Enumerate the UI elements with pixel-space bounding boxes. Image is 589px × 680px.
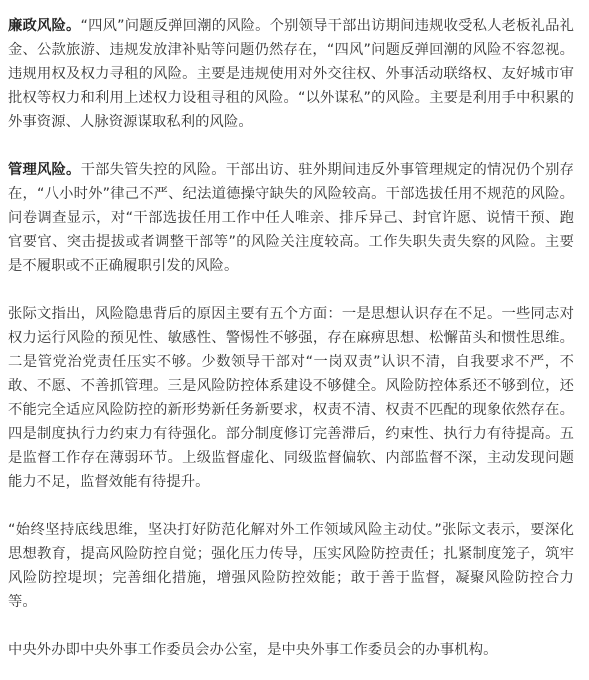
paragraph-text: “始终坚持底线思维，坚决打好防范化解对外工作领域风险主动仗。”张际文表示，要深化思想教育，提高风险防控自觉；强化压力传导，压实风险防控责任；扎紧制度笼子，筑牢风险防控堤坝；完善细化措施，增强风险防控效能；敢于善于监督，凝聚风险防控合力等。 <box>8 522 574 610</box>
paragraph-integrity-risk <box>8 14 574 134</box>
paragraph-text: “四风”问题反弹回潮的风险。个别领导干部出访期间违规收受私人老板礼品礼金、公款旅游、违规发放津补贴等问题仍然存在，“四风”问题反弹回潮的风险不容忽视。违规用权及权力寻租的风险。主要是违规使用对外交往权、外事活动联络权、友好城市审批权等权力和利用上述权力设租寻租的风险。“以外谋私”的风险。主要是利用手中积累的外事资源、人脉资源谋取私利的风险。 <box>8 18 575 130</box>
paragraph-text: 干部失管失控的风险。干部出访、驻外期间违反外事管理规定的情况仍个别存在，“八小时外”律己不严、纪法道德操守缺失的风险较高。干部选拔任用不规范的风险。问卷调查显示，对“干部选拔任用工作中任人唯亲、排斥异己、封官许愿、说情干预、跑官要官、突击提拔或者调整干部等”的风险关注度较高。工作失职失责失察的风险。主要是不履职或不正确履职引发的风险。 <box>8 162 574 274</box>
paragraph-text: 张际文指出，风险隐患背后的原因主要有五个方面：一是思想认识存在不足。一些同志对权力运行风险的预见性、敏感性、警惕性不够强，存在麻痹思想、松懈苗头和惯性思维。二是管党治党责任压实不够。少数领导干部对“一岗双责”认识不清，自我要求不严，不敢、不愿、不善抓管理。三是风险防控体系建设不够健全。风险防控体系还不够到位，还不能完全适应风险防控的新形势新任务新要求，权责不清、权责不匹配的现象依然存在。四是制度执行力约束力有待强化。部分制度修订完善滞后，约束性、执行力有待提高。五是监督工作存在薄弱环节。上级监督虚化、同级监督偏软、内部监督不深，主动发现问题能力不足，监督效能有待提升。 <box>8 306 574 490</box>
paragraph-lead: 管理风险。 <box>8 162 81 178</box>
paragraph-note <box>8 638 574 662</box>
paragraph-lead: 廉政风险。 <box>8 18 81 34</box>
paragraph-text: 中央外办即中央外事工作委员会办公室，是中央外事工作委员会的办事机构。 <box>8 642 498 658</box>
paragraph-causes <box>8 302 574 494</box>
paragraph-quote <box>8 518 574 614</box>
paragraph-management-risk <box>8 158 574 278</box>
